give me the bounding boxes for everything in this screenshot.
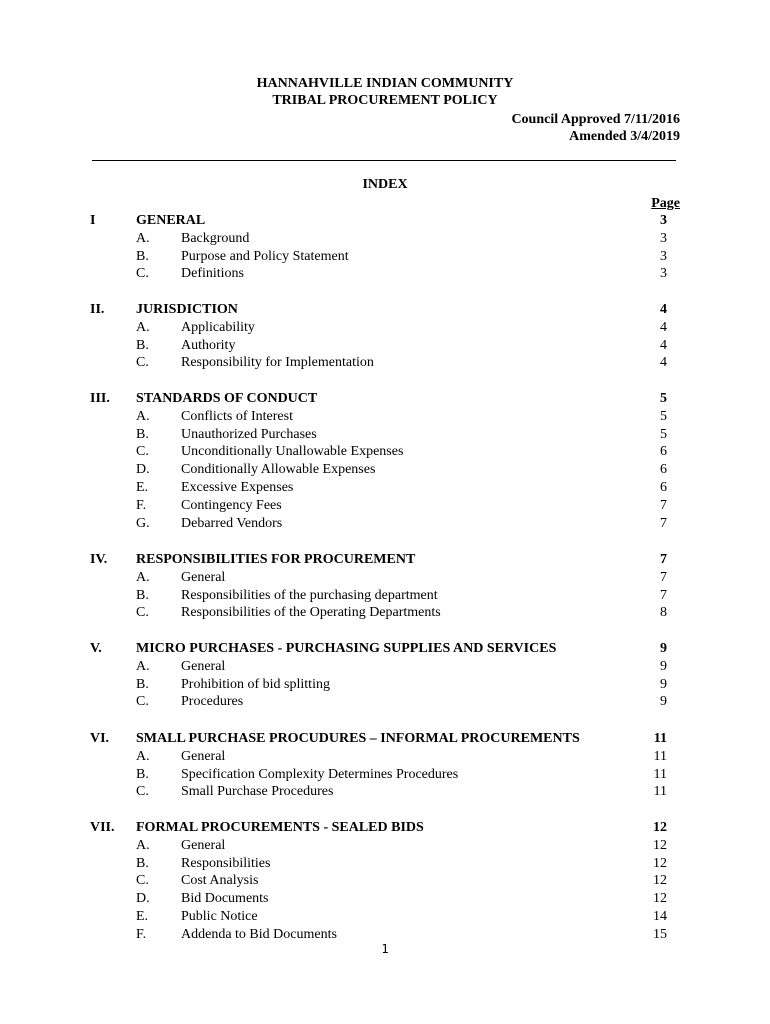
entry-letter: F. [136,926,147,942]
entry-page: 9 [660,676,667,692]
entry-page: 11 [653,748,667,764]
toc-entry [0,230,770,248]
entry-letter: G. [136,515,150,531]
header-divider [92,160,676,161]
section-number: I [90,213,96,228]
entry-page: 3 [660,230,667,246]
approval-date: Council Approved 7/11/2016 [511,112,680,127]
section-number: IV. [90,552,108,567]
section-page: 4 [660,302,667,317]
entry-letter: D. [136,891,150,907]
section-number: V. [90,641,102,656]
entry-label: Conflicts of Interest [181,408,293,424]
toc-entry [0,337,770,355]
toc-section [0,730,770,801]
entry-label: Responsibility for Implementation [181,355,374,371]
toc-entry [0,587,770,605]
toc-entry [0,783,770,801]
toc-entry [0,604,770,622]
entry-label: Cost Analysis [181,873,259,889]
entry-label: Responsibilities of the Operating Departments [181,605,441,621]
page-number: 1 [381,942,389,956]
entry-label: Background [181,230,250,246]
section-page: 3 [660,213,667,228]
entry-letter: D. [136,462,150,478]
toc-entry [0,497,770,515]
toc-entry [0,265,770,283]
entry-letter: E. [136,908,149,924]
entry-page: 11 [653,784,667,800]
toc-section [0,301,770,372]
entry-letter: E. [136,479,149,495]
entry-page: 5 [660,426,667,442]
entry-page: 15 [653,926,667,942]
toc-entry [0,837,770,855]
entry-page: 7 [660,497,667,513]
entry-page: 12 [653,873,667,889]
entry-page: 11 [653,766,667,782]
entry-label: Excessive Expenses [181,479,294,495]
entry-label: Bid Documents [181,891,269,907]
section-number: II. [90,302,105,317]
entry-page: 6 [660,462,667,478]
entry-page: 8 [660,605,667,621]
entry-letter: A. [136,748,150,764]
entry-label: Applicability [181,319,255,335]
page-column-heading: Page [651,196,680,211]
section-title: FORMAL PROCUREMENTS - SEALED BIDS [136,820,424,835]
section-page: 11 [653,731,667,746]
toc-entry [0,926,770,944]
entry-letter: A. [136,230,150,246]
toc-section-heading [0,640,770,658]
toc-section [0,640,770,711]
entry-letter: C. [136,873,149,889]
toc-entry [0,426,770,444]
toc-entry [0,248,770,266]
entry-label: Responsibilities [181,855,271,871]
toc-entry [0,748,770,766]
toc-section-heading [0,390,770,408]
entry-label: Public Notice [181,908,258,924]
section-title: MICRO PURCHASES - PURCHASING SUPPLIES AND SERVICES [136,641,557,656]
entry-page: 5 [660,408,667,424]
entry-page: 12 [653,855,667,871]
entry-label: General [181,658,226,674]
entry-letter: C. [136,266,149,282]
toc-entry [0,319,770,337]
entry-label: Small Purchase Procedures [181,784,334,800]
section-title: GENERAL [136,213,206,228]
toc-entry [0,658,770,676]
section-number: III. [90,391,110,406]
entry-page: 7 [660,587,667,603]
toc-entry [0,855,770,873]
entry-page: 14 [653,908,667,924]
entry-letter: A. [136,658,150,674]
org-name: HANNAHVILLE INDIAN COMMUNITY [256,76,514,91]
entry-label: Debarred Vendors [181,515,283,531]
toc-entry [0,676,770,694]
entry-label: General [181,748,226,764]
section-page: 7 [660,552,667,567]
toc-entry [0,766,770,784]
entry-page: 7 [660,515,667,531]
entry-page: 6 [660,444,667,460]
entry-page: 6 [660,479,667,495]
entry-page: 3 [660,266,667,282]
entry-page: 9 [660,694,667,710]
toc-entry [0,479,770,497]
entry-label: Addenda to Bid Documents [181,926,337,942]
entry-label: Purpose and Policy Statement [181,248,349,264]
section-title: RESPONSIBILITIES FOR PROCUREMENT [136,552,416,567]
entry-letter: B. [136,426,149,442]
section-page: 12 [653,820,667,835]
section-title: JURISDICTION [136,302,238,317]
toc-entry [0,515,770,533]
section-title: SMALL PURCHASE PROCUDURES – INFORMAL PROCUREMENTS [136,731,580,746]
entry-label: Definitions [181,266,244,282]
entry-label: Unconditionally Unallowable Expenses [181,444,404,460]
toc-section-heading [0,212,770,230]
toc-section [0,551,770,622]
entry-page: 9 [660,658,667,674]
toc-entry [0,908,770,926]
entry-label: Contingency Fees [181,497,282,513]
section-number: VI. [90,731,110,746]
entry-letter: A. [136,569,150,585]
toc-entry [0,354,770,372]
section-number: VII. [90,820,115,835]
toc-section [0,819,770,944]
toc-section-heading [0,551,770,569]
entry-letter: B. [136,337,149,353]
toc-section-heading [0,730,770,748]
entry-label: General [181,569,226,585]
entry-letter: C. [136,355,149,371]
entry-letter: C. [136,605,149,621]
entry-label: Conditionally Allowable Expenses [181,462,376,478]
entry-letter: B. [136,855,149,871]
amended-date: Amended 3/4/2019 [569,129,680,144]
entry-letter: C. [136,694,149,710]
entry-letter: F. [136,497,147,513]
entry-letter: C. [136,784,149,800]
entry-letter: C. [136,444,149,460]
toc-section [0,390,770,532]
toc-entry [0,693,770,711]
toc-section-heading [0,301,770,319]
entry-page: 7 [660,569,667,585]
entry-label: Authority [181,337,236,353]
toc-entry [0,890,770,908]
toc-entry [0,408,770,426]
entry-letter: A. [136,408,150,424]
entry-letter: B. [136,248,149,264]
entry-page: 12 [653,837,667,853]
index-title: INDEX [362,177,408,192]
entry-letter: B. [136,766,149,782]
entry-label: Unauthorized Purchases [181,426,317,442]
toc-section-heading [0,819,770,837]
entry-letter: B. [136,587,149,603]
entry-page: 4 [660,319,667,335]
entry-label: General [181,837,226,853]
section-page: 5 [660,391,667,406]
entry-label: Responsibilities of the purchasing department [181,587,438,603]
section-title: STANDARDS OF CONDUCT [136,391,318,406]
toc-entry [0,872,770,890]
entry-letter: A. [136,837,150,853]
toc-entry [0,443,770,461]
entry-label: Specification Complexity Determines Procedures [181,766,459,782]
entry-page: 4 [660,355,667,371]
entry-page: 12 [653,891,667,907]
section-page: 9 [660,641,667,656]
entry-letter: B. [136,676,149,692]
toc-entry [0,461,770,479]
entry-label: Procedures [181,694,244,710]
entry-label: Prohibition of bid splitting [181,676,330,692]
entry-letter: A. [136,319,150,335]
toc-entry [0,569,770,587]
document-title: TRIBAL PROCUREMENT POLICY [272,93,498,108]
entry-page: 4 [660,337,667,353]
entry-page: 3 [660,248,667,264]
toc-section [0,212,770,283]
